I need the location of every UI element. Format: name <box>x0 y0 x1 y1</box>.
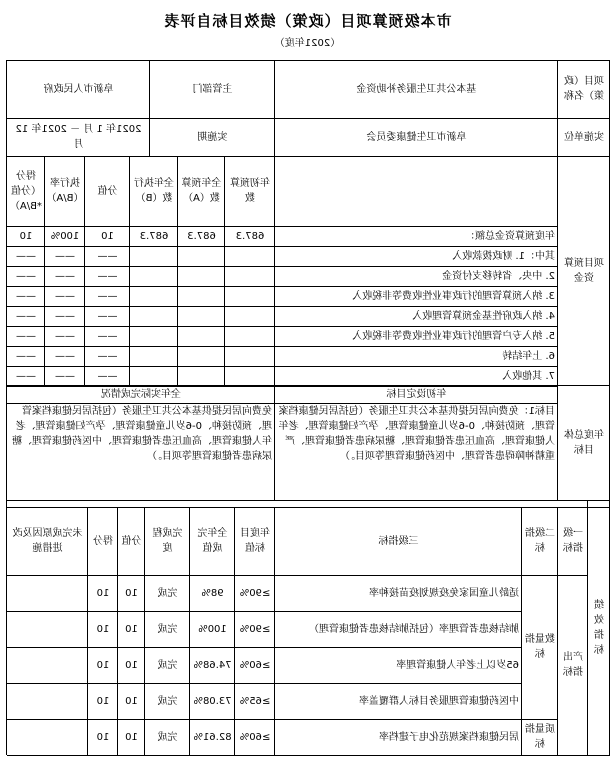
indicator-target: ≥90% <box>239 587 271 599</box>
table-rule <box>7 500 610 501</box>
indicator-degree: 完成 <box>157 587 178 599</box>
funds-row-label: 2. 中央、省转移支付资金 <box>442 270 555 282</box>
funds-value: —— <box>97 310 118 322</box>
funds-value: —— <box>97 270 118 282</box>
funds-value <box>225 346 275 366</box>
indicator-score-value: 10 <box>125 587 138 599</box>
funds-col-header: 年初预算数 <box>230 178 270 204</box>
funds-col-header: 分值 <box>97 185 118 197</box>
indicator-reason <box>7 683 88 719</box>
funds-value: 10 <box>19 230 33 242</box>
indicator-degree: 完成 <box>157 623 178 635</box>
funds-value <box>130 266 178 286</box>
funds-value: —— <box>97 290 118 302</box>
funds-value: —— <box>55 250 75 262</box>
indicator-col-header: 分值 <box>121 535 142 547</box>
department: 阜新市人民政府 <box>43 83 114 95</box>
indicator-actual: 82.61% <box>193 731 232 743</box>
level1-output: 产出指标 <box>563 652 583 678</box>
funds-value <box>178 306 225 326</box>
form-title: 市本级预算项目（政策）绩效目标自评表 <box>163 12 452 30</box>
indicator-target: ≥90% <box>239 623 271 635</box>
indicator-name: 肺结核患者管理率（包括肺结核患者健康管理） <box>309 623 519 635</box>
funds-value <box>130 366 178 386</box>
unit: 阜新市卫生健康委员会 <box>366 131 467 143</box>
funds-value <box>130 346 178 366</box>
funds-value: —— <box>97 330 118 342</box>
indicator-col-header: 未完成原因及改进措施 <box>12 528 83 554</box>
funds-value <box>178 346 225 366</box>
project-name: 基本公共卫生服务补助资金 <box>356 83 477 95</box>
indicator-reason <box>7 719 88 755</box>
quality-indicator-label: 质量指标 <box>525 724 555 750</box>
funds-col-header: 执行率（B/A） <box>46 178 84 204</box>
indicator-actual: 74.68% <box>193 659 232 671</box>
funds-value: —— <box>97 250 118 262</box>
funds-value: —— <box>16 290 36 302</box>
indicator-degree: 完成 <box>157 695 178 707</box>
funds-value <box>178 286 225 306</box>
indicator-score: 10 <box>96 695 110 707</box>
funds-value <box>225 266 275 286</box>
funds-value <box>225 366 275 386</box>
planned-goal-text: 目标1：免费向居民提供基本公共卫生服务（包括居民健康档案管理、预防接种、0-6岁儿童健康管理、孕产妇健康管理、老年人健康管理、高血压患者健康管理、糖尿病患者健康管理、严重精神障碍患者管理、中医药健康管理等项目。） <box>278 406 555 462</box>
funds-value: —— <box>16 350 36 362</box>
funds-value <box>225 306 275 326</box>
indicator-score-value: 10 <box>125 623 138 635</box>
funds-value <box>225 246 275 266</box>
funds-col-header: 全年预算数（A） <box>181 178 222 204</box>
funds-value: —— <box>55 350 75 362</box>
indicator-score-value: 10 <box>125 695 138 707</box>
indicator-score: 10 <box>96 659 110 671</box>
funds-row-label: 4. 纳入政府性基金预算管理收入 <box>412 310 555 322</box>
period-label: 实施期 <box>197 131 228 143</box>
funds-row-label: 其中：1. 财政拨款收入 <box>452 250 555 262</box>
indicator-reason <box>7 575 88 611</box>
department-label: 主管部门 <box>192 83 233 95</box>
indicator-reason <box>7 611 88 647</box>
funds-value: —— <box>16 330 36 342</box>
period: 2021年 1 月 － 2021年 12 月 <box>15 124 142 150</box>
funds-value <box>178 266 225 286</box>
indicator-target: ≥60% <box>239 659 271 671</box>
indicator-target: ≥60% <box>239 731 271 743</box>
indicator-col-header: 完成程度 <box>152 528 183 554</box>
planned-goal-header: 年初设定目标 <box>386 388 447 400</box>
indicator-col-header: 全年完成值 <box>197 528 228 554</box>
indicator-score: 10 <box>96 587 110 599</box>
indicator-score: 10 <box>96 731 110 743</box>
funds-row-label: 3. 纳入预算管理的行政事业性收费等非税收入 <box>352 290 555 302</box>
indicator-target: ≥65% <box>239 695 271 707</box>
funds-row-label: 5. 纳入专户管理的行政事业性收费等非税收入 <box>352 330 555 342</box>
funds-value: 687.3 <box>235 230 265 242</box>
funds-value: —— <box>55 330 75 342</box>
funds-row-label: 年度预算资金总额： <box>465 230 555 242</box>
funds-col-header: 得分（分值*B/A） <box>9 170 43 212</box>
indicator-degree: 完成 <box>157 731 178 743</box>
actual-goal-header: 全年实际完成情况 <box>101 388 181 400</box>
funds-col-header: 全年执行数（B） <box>134 178 174 204</box>
funds-row-label: 6. 上年结转 <box>502 350 555 362</box>
form-subtitle: （2021年度） <box>274 38 341 49</box>
indicator-name: 适龄儿童国家免疫规划疫苗接种率 <box>369 587 519 599</box>
perf-indicators-label: 绩效指标 <box>594 599 604 656</box>
indicator-col-header: 二级指标 <box>525 528 555 554</box>
funds-value: —— <box>16 370 36 382</box>
funds-value <box>225 326 275 346</box>
funds-value <box>178 366 225 386</box>
indicator-name: 65岁以上老年人健康管理率 <box>396 659 519 671</box>
project-name-label: 项目（政策）名称 <box>564 76 604 102</box>
indicator-actual: 98% <box>201 587 224 599</box>
funds-value: —— <box>16 250 36 262</box>
funds-value <box>130 246 178 266</box>
indicator-name: 中医药健康管理服务目标人群覆盖率 <box>359 695 519 707</box>
indicator-col-header: 得分 <box>93 535 113 547</box>
funds-value <box>130 326 178 346</box>
indicator-score-value: 10 <box>125 731 138 743</box>
funds-row-label: 7. 其他收入 <box>502 370 555 382</box>
funds-value: —— <box>55 270 75 282</box>
indicator-col-header: 三级指标 <box>378 535 419 547</box>
funds-value: 687.3 <box>139 230 169 242</box>
funds-value: —— <box>97 370 118 382</box>
indicator-score-value: 10 <box>125 659 138 671</box>
funds-value: —— <box>55 310 75 322</box>
funds-value <box>178 246 225 266</box>
funds-value: —— <box>55 370 75 382</box>
funds-value: 10 <box>101 230 114 242</box>
indicator-reason <box>7 647 88 683</box>
funds-value <box>130 286 178 306</box>
indicator-degree: 完成 <box>157 659 178 671</box>
table-rule <box>7 755 610 756</box>
funds-value <box>130 306 178 326</box>
indicator-name: 居民健康档案规范化电子建档率 <box>379 731 519 743</box>
funds-value: 687.3 <box>187 230 216 242</box>
indicator-actual: 100% <box>198 623 227 635</box>
funds-value: —— <box>16 310 36 322</box>
indicator-col-header: 一级指标 <box>563 528 583 554</box>
funds-value: —— <box>16 270 36 282</box>
goals-section-label: 年度总体目标 <box>564 429 604 456</box>
funds-value: 100% <box>50 230 80 242</box>
actual-goal-text: 免费向居民提供基本公共卫生服务（包括居民健康档案管理、预防接种、0-6岁儿童健康管理、孕产妇健康管理、老年人健康管理、高血压患者健康管理、中医药健康管理、糖尿病患者健康管理等项目。） <box>12 406 272 462</box>
unit-label: 实施单位 <box>564 131 604 143</box>
funds-section-label: 项目预算资金 <box>564 257 604 284</box>
funds-value: —— <box>55 290 75 302</box>
funds-value <box>225 286 275 306</box>
indicator-actual: 73.08% <box>193 695 232 707</box>
funds-value: —— <box>97 350 118 362</box>
funds-value <box>178 326 225 346</box>
quantity-indicator-label: 数量指标 <box>525 634 555 660</box>
indicator-col-header: 年度目标值 <box>240 528 270 554</box>
indicator-score: 10 <box>96 623 110 635</box>
